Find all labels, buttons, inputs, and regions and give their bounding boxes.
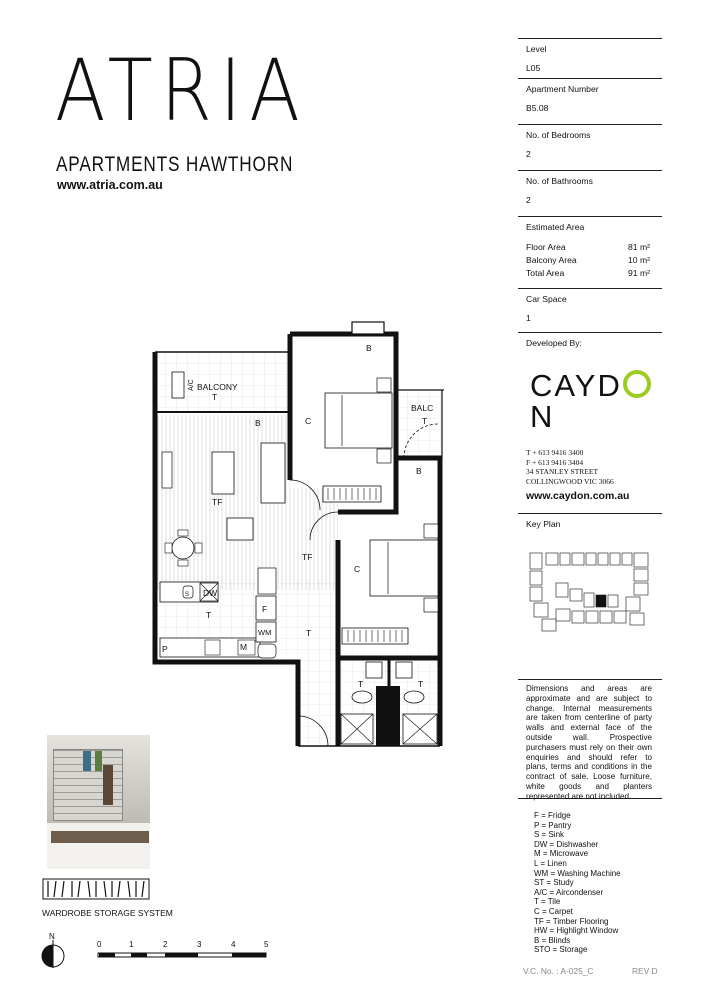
- developer-contact: [526, 448, 662, 486]
- wardrobe-elevation-icon: [42, 878, 150, 900]
- bedrooms-label: No. of Bedrooms: [526, 130, 591, 140]
- label-tf-hall: TF: [302, 552, 313, 562]
- scale-tick-4: 4: [231, 940, 236, 949]
- total-area-line: [526, 268, 662, 278]
- wardrobe-caption: WARDROBE STORAGE SYSTEM: [42, 908, 173, 918]
- legend-item: F = Fridge: [534, 811, 571, 820]
- label-ac: A/C: [188, 379, 195, 391]
- legend-item: HW = Highlight Window: [534, 926, 619, 936]
- label-tf-living: TF: [212, 497, 223, 507]
- area-row: [518, 216, 662, 288]
- label-balcony-tile: T: [212, 392, 218, 402]
- key-plan-label: Key Plan: [526, 519, 561, 529]
- north-label: N: [49, 932, 55, 941]
- balcony-area-value: 10 m²: [628, 255, 650, 265]
- disclaimer-row: [518, 679, 662, 801]
- label-blinds-bed2: B: [416, 466, 422, 476]
- car-label: Car Space: [526, 294, 567, 304]
- developer-street: 34 STANLEY STREET: [526, 467, 599, 476]
- atria-logo: ATRIA: [55, 41, 308, 141]
- legend-item: DW = Dishwasher: [534, 839, 599, 849]
- legend-item: STO = Storage: [534, 945, 588, 955]
- developer-label: Developed By:: [526, 338, 582, 348]
- total-area-value: 91 m²: [628, 268, 650, 278]
- bedrooms-value: 2: [526, 149, 531, 159]
- legend-item: B = Blinds: [534, 935, 571, 945]
- label-carpet-bed2: C: [354, 564, 361, 574]
- info-panel: [518, 38, 662, 955]
- label-tile-bath2: T: [418, 679, 424, 689]
- apartment-value: B5.08: [526, 103, 549, 113]
- car-value: 1: [526, 313, 531, 323]
- scale-bar: [97, 939, 277, 961]
- legend-item: T = Tile: [534, 897, 561, 907]
- level-value: L05: [526, 63, 541, 73]
- floor-area-label: Floor Area: [526, 242, 566, 252]
- scale-tick-0: 0: [97, 940, 102, 949]
- scale-tick-1: 1: [129, 940, 134, 949]
- key-plan-row: [518, 513, 662, 679]
- developer-url[interactable]: www.caydon.com.au: [526, 490, 630, 502]
- label-blinds-top: B: [366, 343, 372, 353]
- label-blinds-living: B: [255, 418, 261, 428]
- label-tile-bath1: T: [358, 679, 364, 689]
- bathrooms-label: No. of Bathrooms: [526, 176, 593, 186]
- total-area-label: Total Area: [526, 268, 565, 278]
- caydon-logo: CAYDN: [530, 370, 662, 432]
- developer-row: [518, 332, 662, 513]
- legend-item: C = Carpet: [534, 906, 573, 916]
- bathrooms-value: 2: [526, 195, 531, 205]
- north-arrow-icon: [40, 932, 70, 972]
- label-balcony: BALCONY: [197, 382, 238, 392]
- bedrooms-row: [518, 124, 662, 170]
- developer-suburb: COLLINGWOOD VIC 3066: [526, 476, 614, 486]
- label-balc: BALC: [411, 403, 434, 413]
- label-dishwasher: DW: [203, 588, 218, 598]
- vc-number: V.C. No. : A-025_C: [523, 966, 594, 976]
- bathrooms-row: [518, 170, 662, 216]
- apartment-label: Apartment Number: [526, 84, 599, 94]
- legend-list: [526, 811, 662, 955]
- key-plan-map: [526, 549, 654, 633]
- legend-item: A/C = Aircondenser: [534, 887, 604, 897]
- floor-area-line: [526, 242, 662, 252]
- legend-item: ST = Study: [534, 878, 574, 888]
- label-sink: S: [185, 592, 190, 598]
- caydon-o-icon: [623, 370, 651, 398]
- legend-item: WM = Washing Machine: [534, 868, 621, 878]
- legend-row: [518, 798, 662, 955]
- legend-item: M = Microwave: [534, 849, 589, 859]
- label-carpet-bed1: C: [305, 416, 312, 426]
- logo-subtitle: APARTMENTS HAWTHORN: [56, 153, 294, 176]
- level-row: [518, 38, 662, 78]
- label-microwave: M: [240, 642, 248, 652]
- label-tile-entry: T: [306, 628, 312, 638]
- label-tile-kitchen: T: [206, 610, 212, 620]
- apartment-row: [518, 78, 662, 124]
- area-label: Estimated Area: [526, 222, 585, 232]
- scale-tick-3: 3: [197, 940, 202, 949]
- balcony-area-line: [526, 255, 662, 265]
- developer-fax: F + 613 9416 3404: [526, 457, 584, 467]
- label-balc-tile: T: [422, 416, 428, 426]
- scale-tick-2: 2: [163, 940, 168, 949]
- balcony-area-label: Balcony Area: [526, 255, 577, 265]
- revision: REV D: [632, 966, 658, 976]
- floor-plan: [148, 318, 448, 750]
- wardrobe-photo: [47, 735, 150, 869]
- floor-area-value: 81 m²: [628, 242, 650, 252]
- level-label: Level: [526, 44, 547, 54]
- disclaimer-text: Dimensions and areas are approximate and are subject to change. Internal measurements are taken from centerline of party walls and external face of the outside wall. Prospective purchasers must rely on their own enquiries and should refer to plans, terms and conditions in the contract of sale. Loose furniture, white goods and planters represented are not included.: [526, 684, 652, 801]
- brand-url[interactable]: www.atria.com.au: [57, 178, 163, 192]
- label-pantry: P: [162, 644, 168, 654]
- label-washing-machine: WM: [258, 628, 272, 637]
- legend-item: S = Sink: [534, 830, 565, 840]
- legend-item: P = Pantry: [534, 820, 572, 830]
- label-fridge: F: [262, 604, 268, 614]
- car-row: [518, 288, 662, 332]
- scale-tick-5: 5: [264, 940, 269, 949]
- legend-item: TF = Timber Flooring: [534, 916, 609, 926]
- developer-phone: T + 613 9416 3400: [526, 448, 584, 457]
- legend-item: L = Linen: [534, 858, 567, 868]
